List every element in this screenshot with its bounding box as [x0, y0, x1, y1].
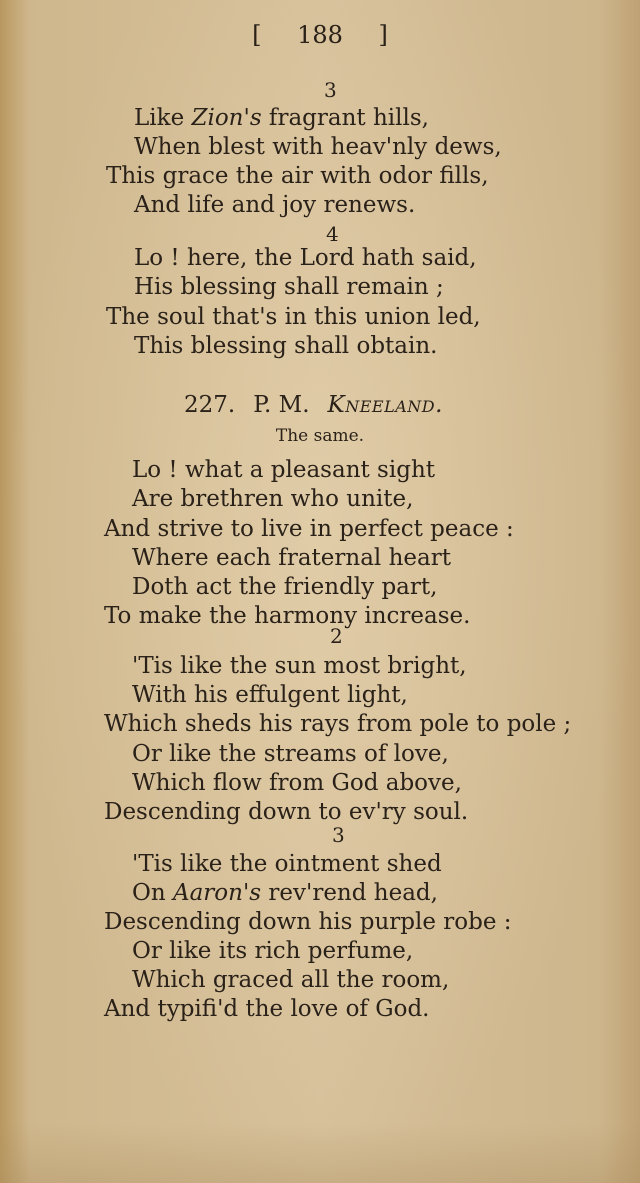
- verse-line: Or like its rich perfume,: [132, 938, 414, 964]
- verse-line: Descending down his purple robe :: [104, 909, 512, 935]
- verse-line: Lo ! what a pleasant sight: [132, 457, 435, 483]
- verse-line: Or like the streams of love,: [132, 741, 449, 767]
- verse-line: And typifi'd the love of God.: [104, 996, 430, 1022]
- hymn-author: Kneeland.: [327, 392, 443, 418]
- verse-line: Are brethren who unite,: [132, 486, 414, 512]
- verse-line: Where each fraternal heart: [132, 545, 451, 571]
- verse-line: His blessing shall remain ;: [134, 274, 444, 300]
- verse-line: 'Tis like the ointment shed: [132, 851, 442, 877]
- verse-line: And life and joy renews.: [134, 192, 416, 218]
- stanza-number: 3: [332, 823, 345, 847]
- verse-line: With his effulgent light,: [132, 682, 408, 708]
- stanza-number: 4: [326, 222, 339, 246]
- verse-line: When blest with heav'nly dews,: [134, 134, 502, 160]
- bracket-close: ]: [378, 21, 388, 49]
- stanza-number: 2: [330, 624, 343, 648]
- verse-line: This blessing shall obtain.: [134, 333, 438, 359]
- verse-line: Doth act the friendly part,: [132, 574, 438, 600]
- bracket-open: [: [252, 21, 262, 49]
- verse-line: Which sheds his rays from pole to pole ;: [104, 711, 572, 737]
- verse-line: This grace the air with odor fills,: [106, 163, 489, 189]
- verse-line: And strive to live in perfect peace :: [104, 516, 514, 542]
- page-number: 188: [297, 21, 343, 49]
- stanza-number: 3: [324, 78, 337, 102]
- verse-line: Like Zion's fragrant hills,: [134, 105, 429, 131]
- hymn-heading: [184, 390, 443, 420]
- page-header: [0, 20, 640, 50]
- verse-line: The soul that's in this union led,: [106, 304, 481, 330]
- hymn-meter: P. M.: [253, 392, 310, 418]
- verse-line: Lo ! here, the Lord hath said,: [134, 245, 477, 271]
- verse-line: Which flow from God above,: [132, 770, 462, 796]
- verse-line: To make the harmony increase.: [104, 603, 471, 629]
- hymn-number: 227.: [184, 392, 236, 418]
- verse-line: On Aaron's rev'rend head,: [132, 880, 438, 906]
- hymn-subtitle: The same.: [275, 426, 365, 446]
- verse-line: Descending down to ev'ry soul.: [104, 799, 469, 825]
- verse-line: Which graced all the room,: [132, 967, 450, 993]
- verse-line: 'Tis like the sun most bright,: [132, 653, 467, 679]
